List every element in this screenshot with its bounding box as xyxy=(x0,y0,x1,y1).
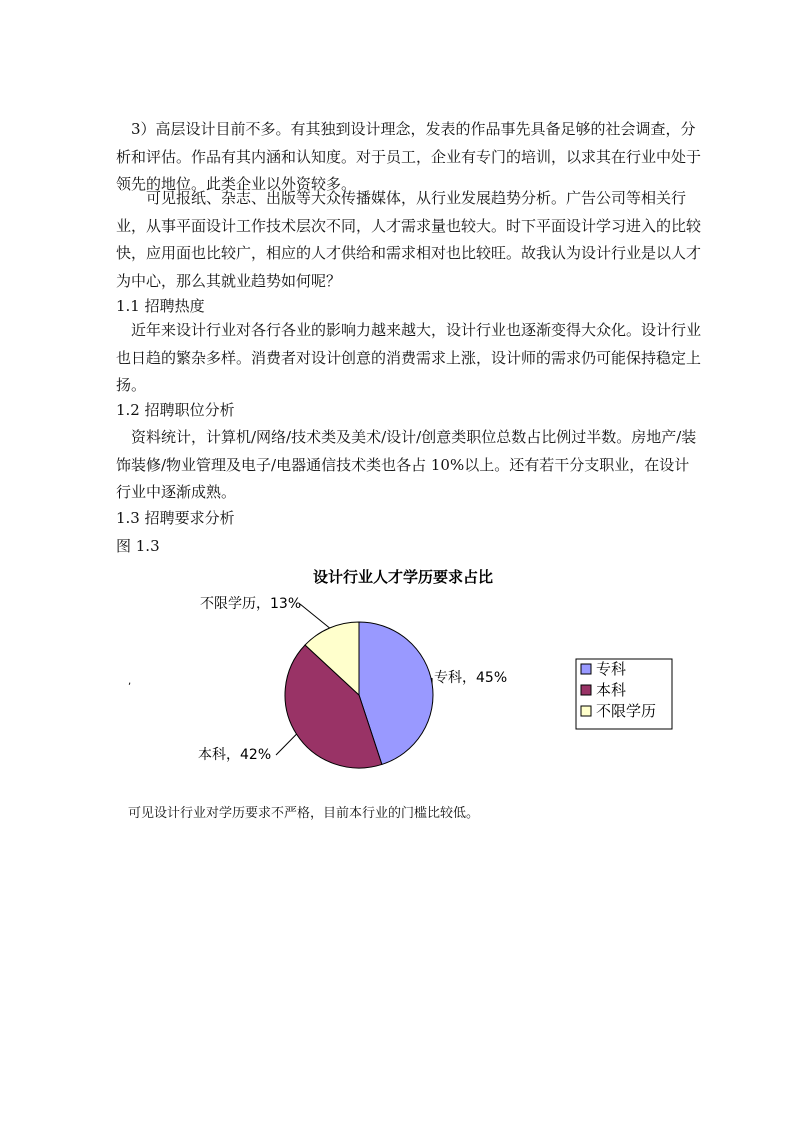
heading-1-2: 1.2 招聘职位分析 xyxy=(116,401,235,419)
legend-swatch-3 xyxy=(581,706,591,716)
paragraph-hiring-heat: 近年来设计行业对各行各业的影响力越来越大，设计行业也逐渐变得大众化。设计行业也日趋的繁杂多样。消费者对设计创意的消费需求上涨，设计师的需求仍可能保持稳定上扬。 xyxy=(116,321,702,394)
legend-label-1: 专科 xyxy=(596,660,627,678)
figure-label: 图 1.3 xyxy=(116,537,160,555)
leader-line-3 xyxy=(300,604,330,628)
data-label-3: 不限学历，13% xyxy=(200,596,302,612)
paragraph-position-analysis: 资料统计，计算机/网络/技术类及美术/设计/创意类职位总数占比例过半数。房地产/装饰装修/物业管理及电子/电器通信技术类也各占 10%以上。还有若干分支职业，在设计行业中逐渐成熟。 xyxy=(116,428,697,501)
paragraph-high-level-design: 3）高层设计目前不多。有其独到设计理念，发表的作品事先具备足够的社会调查，分析和评估。作品有其内涵和认知度。对于员工，企业有专门的培训，以求其在行业中处于领先的地位。此类企业以外资较多。 xyxy=(116,120,702,193)
heading-1-1: 1.1 招聘热度 xyxy=(116,297,205,315)
data-label-2: 本科，42% xyxy=(198,747,272,763)
legend-label-3: 不限学历 xyxy=(596,702,657,720)
paragraph-conclusion: 可见设计行业对学历要求不严格，目前本行业的门槛比较低。 xyxy=(128,806,480,821)
legend-swatch-1 xyxy=(581,664,591,674)
education-pie-chart xyxy=(116,558,696,780)
data-label-1: 专科，45% xyxy=(434,670,508,686)
chart-title: 设计行业人才学历要求占比 xyxy=(312,568,494,586)
paragraph-industry-trend: 可见报纸、杂志、出版等大众传播媒体，从行业发展趋势分析。广告公司等相关行业，从事平面设计工作技术层次不同，人才需求量也较大。时下平面设计学习进入的比较快，应用面也比较广，相应的人才供给和需求相对也比较旺。故我认为设计行业是以人才为中心，那么其就业趋势如何呢？ xyxy=(116,189,702,290)
leader-line-2 xyxy=(276,734,297,755)
legend-label-2: 本科 xyxy=(596,681,627,699)
legend-swatch-2 xyxy=(581,685,591,695)
heading-1-3: 1.3 招聘要求分析 xyxy=(116,509,235,527)
chart-left-tick: , xyxy=(128,676,132,687)
